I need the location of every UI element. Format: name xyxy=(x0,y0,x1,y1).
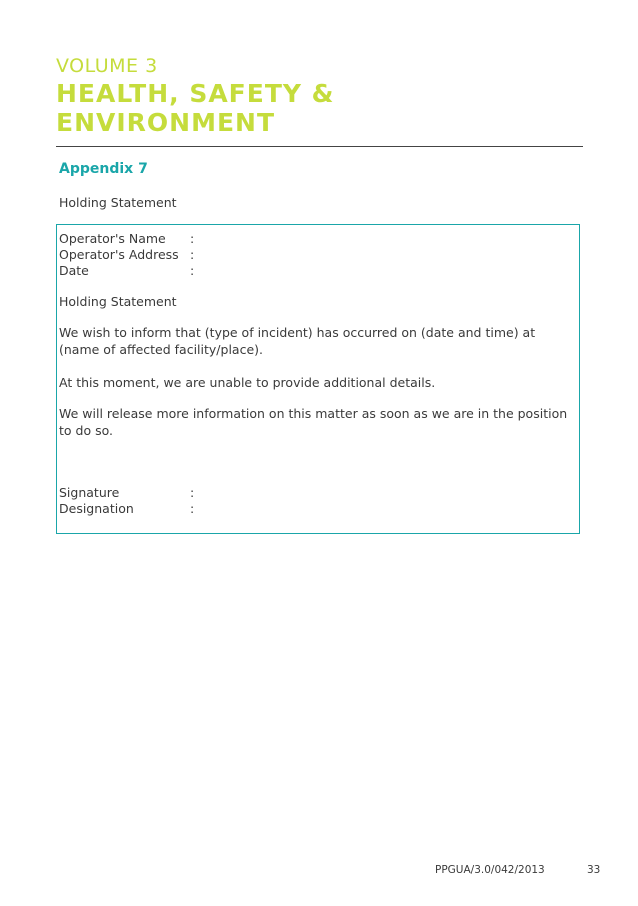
field-label: Designation xyxy=(59,501,134,516)
title-divider xyxy=(56,146,583,147)
footer-doc-ref: PPGUA/3.0/042/2013 xyxy=(435,864,545,876)
field-label: Operator's Name xyxy=(59,231,166,246)
field-separator: : xyxy=(190,485,195,500)
section-subtitle: Holding Statement xyxy=(59,195,177,210)
field-separator: : xyxy=(190,501,195,516)
field-label: Date xyxy=(59,263,89,278)
field-date xyxy=(59,263,194,279)
statement-paragraph-release: We will release more information on this matter as soon as we are in the position to do so. xyxy=(59,406,568,438)
volume-title-line-2: ENVIRONMENT xyxy=(56,108,276,137)
field-label: Signature xyxy=(59,485,120,500)
volume-title-line-1: HEALTH, SAFETY & xyxy=(56,79,335,108)
statement-heading: Holding Statement xyxy=(59,294,177,309)
field-operator-name xyxy=(59,231,194,247)
field-separator: : xyxy=(190,231,195,246)
appendix-label: Appendix 7 xyxy=(59,161,148,177)
statement-paragraph-incident: We wish to inform that (type of incident) has occurred on (date and time) at (name of affected facility/place). xyxy=(59,325,536,357)
volume-label: VOLUME 3 xyxy=(56,55,158,77)
footer-page-number: 33 xyxy=(587,864,601,876)
field-designation xyxy=(59,501,194,517)
volume-title xyxy=(56,79,476,137)
field-operator-address xyxy=(59,247,194,263)
field-signature xyxy=(59,485,194,501)
statement-paragraph-details: At this moment, we are unable to provide additional details. xyxy=(59,375,436,390)
field-separator: : xyxy=(190,247,195,262)
field-separator: : xyxy=(190,263,195,278)
field-label: Operator's Address xyxy=(59,247,179,262)
